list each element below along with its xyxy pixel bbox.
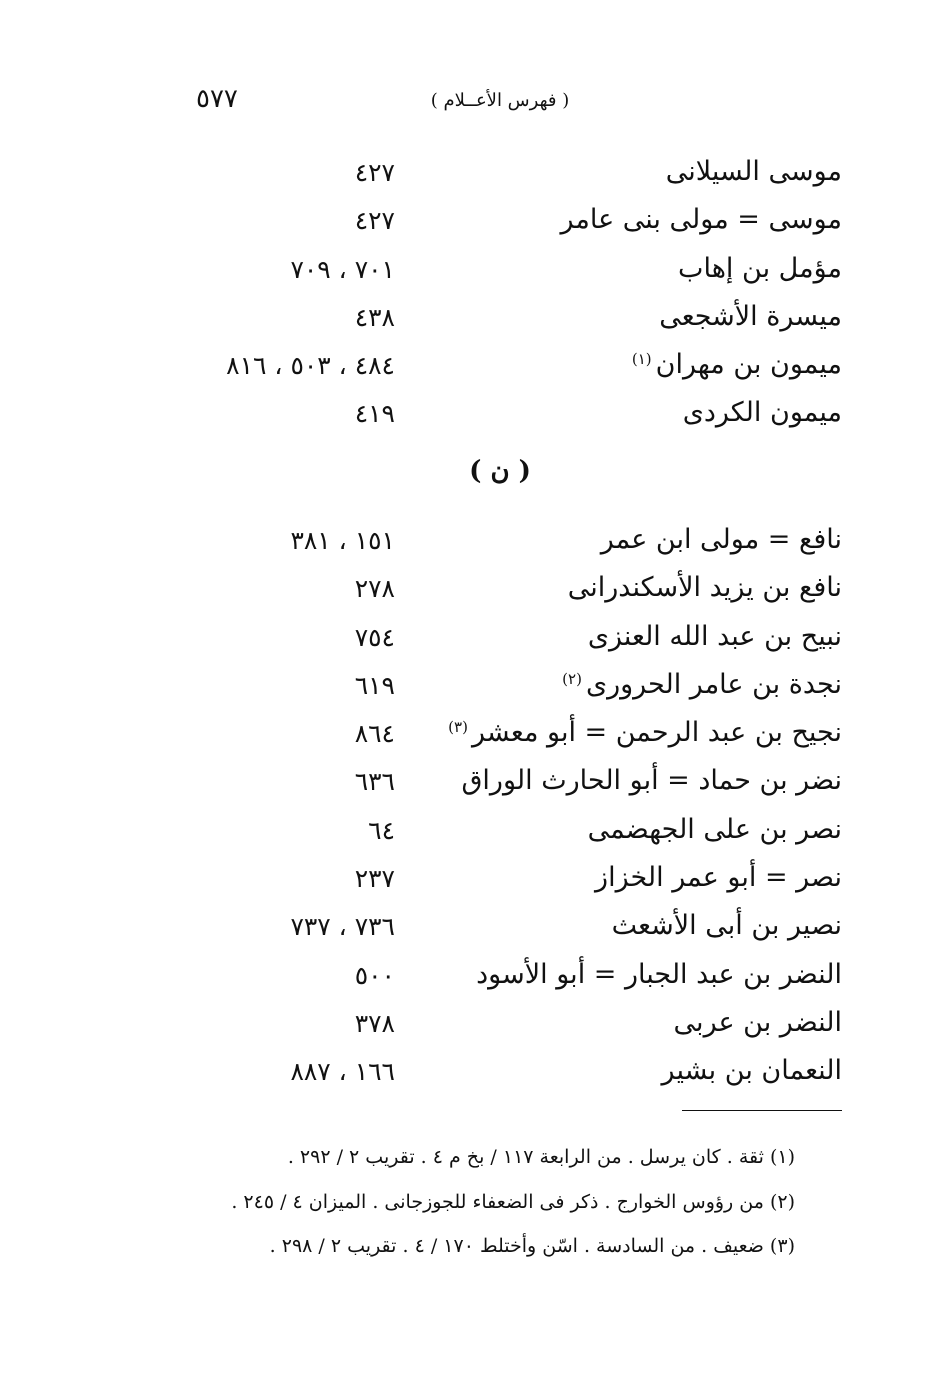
entry-pages: ١٥١ ، ٣٨١: [290, 526, 395, 555]
entry-name-text: نجيح بن عبد الرحمن = أبو معشر: [471, 717, 842, 749]
index-entry: [150, 299, 850, 347]
index-entries-nun: [150, 522, 850, 1102]
entry-pages: ٨٦٤: [354, 719, 395, 749]
footnote-3: (٣) ضعيف . من السادسة . اسّن وأختلط ١٧٠ / ٤ . تقريب ٢ / ٢٩٨ .: [269, 1235, 795, 1257]
entry-pages: ٤٣٨: [354, 302, 395, 332]
page-header: [0, 84, 936, 124]
entry-name: [588, 814, 842, 845]
entry-name: [595, 862, 842, 893]
index-entry: [150, 154, 850, 202]
index-entry: [150, 812, 850, 860]
page-number: ٥٧٧: [196, 84, 238, 114]
entry-name: [562, 669, 842, 700]
entry-name: [476, 959, 842, 990]
index-entry: [150, 202, 850, 250]
entry-name: [683, 397, 842, 428]
entry-name-text: ميمون بن مهران: [655, 349, 842, 381]
footnote-marker: (٢): [562, 669, 582, 688]
index-entry: [150, 347, 850, 395]
entry-name-text: نصر = أبو عمر الخزاز: [595, 862, 842, 894]
entry-pages: ٤١٩: [354, 399, 395, 429]
entry-pages: ٤٢٧: [354, 158, 395, 187]
entry-name-text: موسى = مولى بنى عامر: [560, 204, 842, 236]
entry-name: [601, 524, 842, 555]
footnote-2: (٢) من رؤوس الخوارج . ذكر فى الضعفاء للجوزجانى . الميزان ٤ / ٢٤٥ .: [231, 1190, 795, 1213]
index-entry: [150, 860, 850, 908]
entry-name: [568, 572, 842, 603]
index-entry: [150, 1053, 850, 1101]
entry-name-text: ميمون الكردى: [682, 397, 842, 429]
entry-pages: ٥٠٠: [354, 960, 395, 990]
entry-pages: ٧٥٤: [354, 622, 395, 652]
entry-name-text: نافع بن يزيد الأسكندرانى: [567, 572, 842, 604]
entry-name-text: نصر بن على الجهضمى: [587, 813, 842, 845]
entry-pages: ٣٧٨: [354, 1008, 395, 1038]
entry-name: [666, 156, 842, 187]
entry-name-text: مؤمل بن إهاب: [678, 252, 842, 284]
index-entry: [150, 570, 850, 618]
entry-name-text: نضر بن حماد = أبو الحارث الوراق: [461, 765, 842, 797]
index-entry: [150, 715, 850, 763]
index-entry: [150, 1005, 850, 1053]
entry-pages: ٧٣٦ ، ٧٣٧: [290, 912, 395, 942]
entry-name-text: نصير بن أبى الأشعث: [611, 910, 842, 942]
index-entry: [150, 908, 850, 956]
entry-name: [659, 301, 842, 332]
entry-pages: ١٦٦ ، ٨٨٧: [290, 1057, 395, 1087]
entry-name: [612, 910, 842, 941]
entry-pages: ٧٠١ ، ٧٠٩: [290, 254, 395, 284]
footnote-marker: (٣): [448, 718, 468, 737]
index-entries-mim: [150, 154, 850, 444]
index-entry: [150, 251, 850, 299]
entry-name-text: النعمان بن بشير: [661, 1055, 842, 1087]
entry-name-text: نافع = مولى ابن عمر: [600, 524, 842, 555]
entry-name-text: ميسرة الأشجعى: [659, 300, 842, 332]
footnote-divider: [682, 1110, 842, 1111]
entry-pages: ٤٢٧: [354, 206, 395, 236]
entry-pages: ٦٣٦: [354, 767, 395, 797]
entry-name-text: النضر بن عبد الجبار = أبو الأسود: [476, 958, 842, 990]
index-entry: [150, 667, 850, 715]
footnote-marker: (١): [631, 350, 652, 369]
entry-name: [448, 717, 842, 748]
entry-name: [461, 765, 842, 796]
entry-name-text: النضر بن عربى: [673, 1006, 842, 1038]
entry-name: [588, 621, 842, 652]
entry-name: [678, 253, 842, 284]
entry-name-text: موسى السيلانى: [665, 156, 842, 187]
entry-name: [662, 1055, 842, 1086]
index-entry: [150, 957, 850, 1005]
entry-name: [674, 1007, 842, 1038]
entry-pages: ٤٨٤ ، ٥٠٣ ، ٨١٦: [226, 351, 395, 381]
entry-pages: ٦٤: [368, 815, 395, 845]
entry-pages: ٢٣٧: [354, 864, 395, 894]
index-entry: [150, 522, 850, 570]
running-title: ( فهرس الأعــلام ): [430, 90, 570, 111]
index-entry: [150, 763, 850, 811]
entry-name-text: نبيح بن عبد الله العنزى: [587, 620, 842, 652]
entry-name: [632, 349, 842, 380]
footnotes: [170, 1146, 795, 1280]
entry-pages: ٢٧٨: [354, 574, 395, 604]
footnote-1: (١) ثقة . كان يرسل . من الرابعة ١١٧ / بخ م ٤ . تقريب ٢ / ٢٩٢ .: [287, 1146, 795, 1168]
section-heading-nun: ( ن ): [469, 456, 531, 486]
index-entry: [150, 619, 850, 667]
entry-name: [561, 204, 843, 235]
entry-name-text: نجدة بن عامر الحرورى: [585, 668, 842, 700]
index-entry: [150, 395, 850, 443]
entry-pages: ٦١٩: [354, 670, 395, 700]
